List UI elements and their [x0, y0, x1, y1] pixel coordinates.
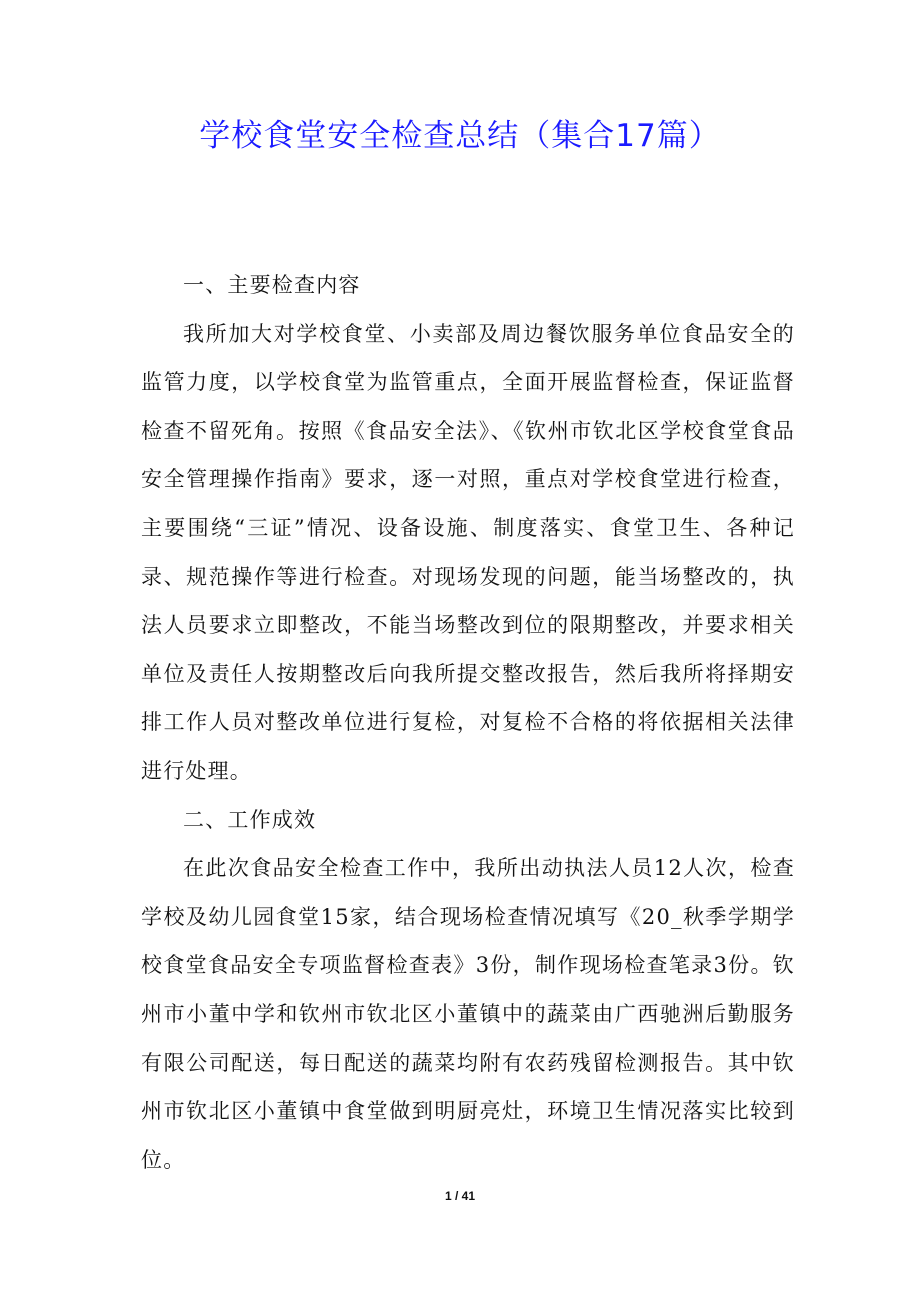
document-body — [141, 261, 795, 1184]
page-number: 1 / 41 — [444, 1189, 476, 1203]
section-heading-main-content: 一、主要检查内容 — [183, 273, 361, 297]
paragraph-inspection-content: 我所加大对学校食堂、小卖部及周边餐饮服务单位食品安全的监管力度，以学校食堂为监管重点，全面开展监督检查，保证监督检查不留死角。按照《食品安全法》、《钦州市钦北区学校食堂食品安全管理操作指南》要求，逐一对照，重点对学校食堂进行检查，主要围绕“三证”情况、设备设施、制度落实、食堂卫生、各种记录、规范操作等进行检查。对现场发现的问题，能当场整改的，执法人员要求立即整改，不能当场整改到位的限期整改，并要求相关单位及责任人按期整改后向我所提交整改报告，然后我所将择期安排工作人员对整改单位进行复检，对复检不合格的将依据相关法律进行处理。 — [141, 321, 795, 783]
section-heading-work-results: 二、工作成效 — [183, 807, 317, 832]
paragraph-work-results: 在此次食品安全检查工作中，我所出动执法人员12人次，检查学校及幼儿园食堂15家，结合现场检查情况填写《20_秋季学期学校食堂食品安全专项监督检查表》3份，制作现场检查笔录3份。钦州市小董中学和钦州市钦北区小董镇中的蔬菜由广西驰洲后勤服务有限公司配送，每日配送的蔬菜均附有农药残留检测报告。其中钦州市钦北区小董镇中食堂做到明厨亮灶，环境卫生情况落实比较到位。 — [141, 856, 795, 1172]
document-title: 学校食堂安全检查总结（集合17篇） — [199, 118, 721, 154]
